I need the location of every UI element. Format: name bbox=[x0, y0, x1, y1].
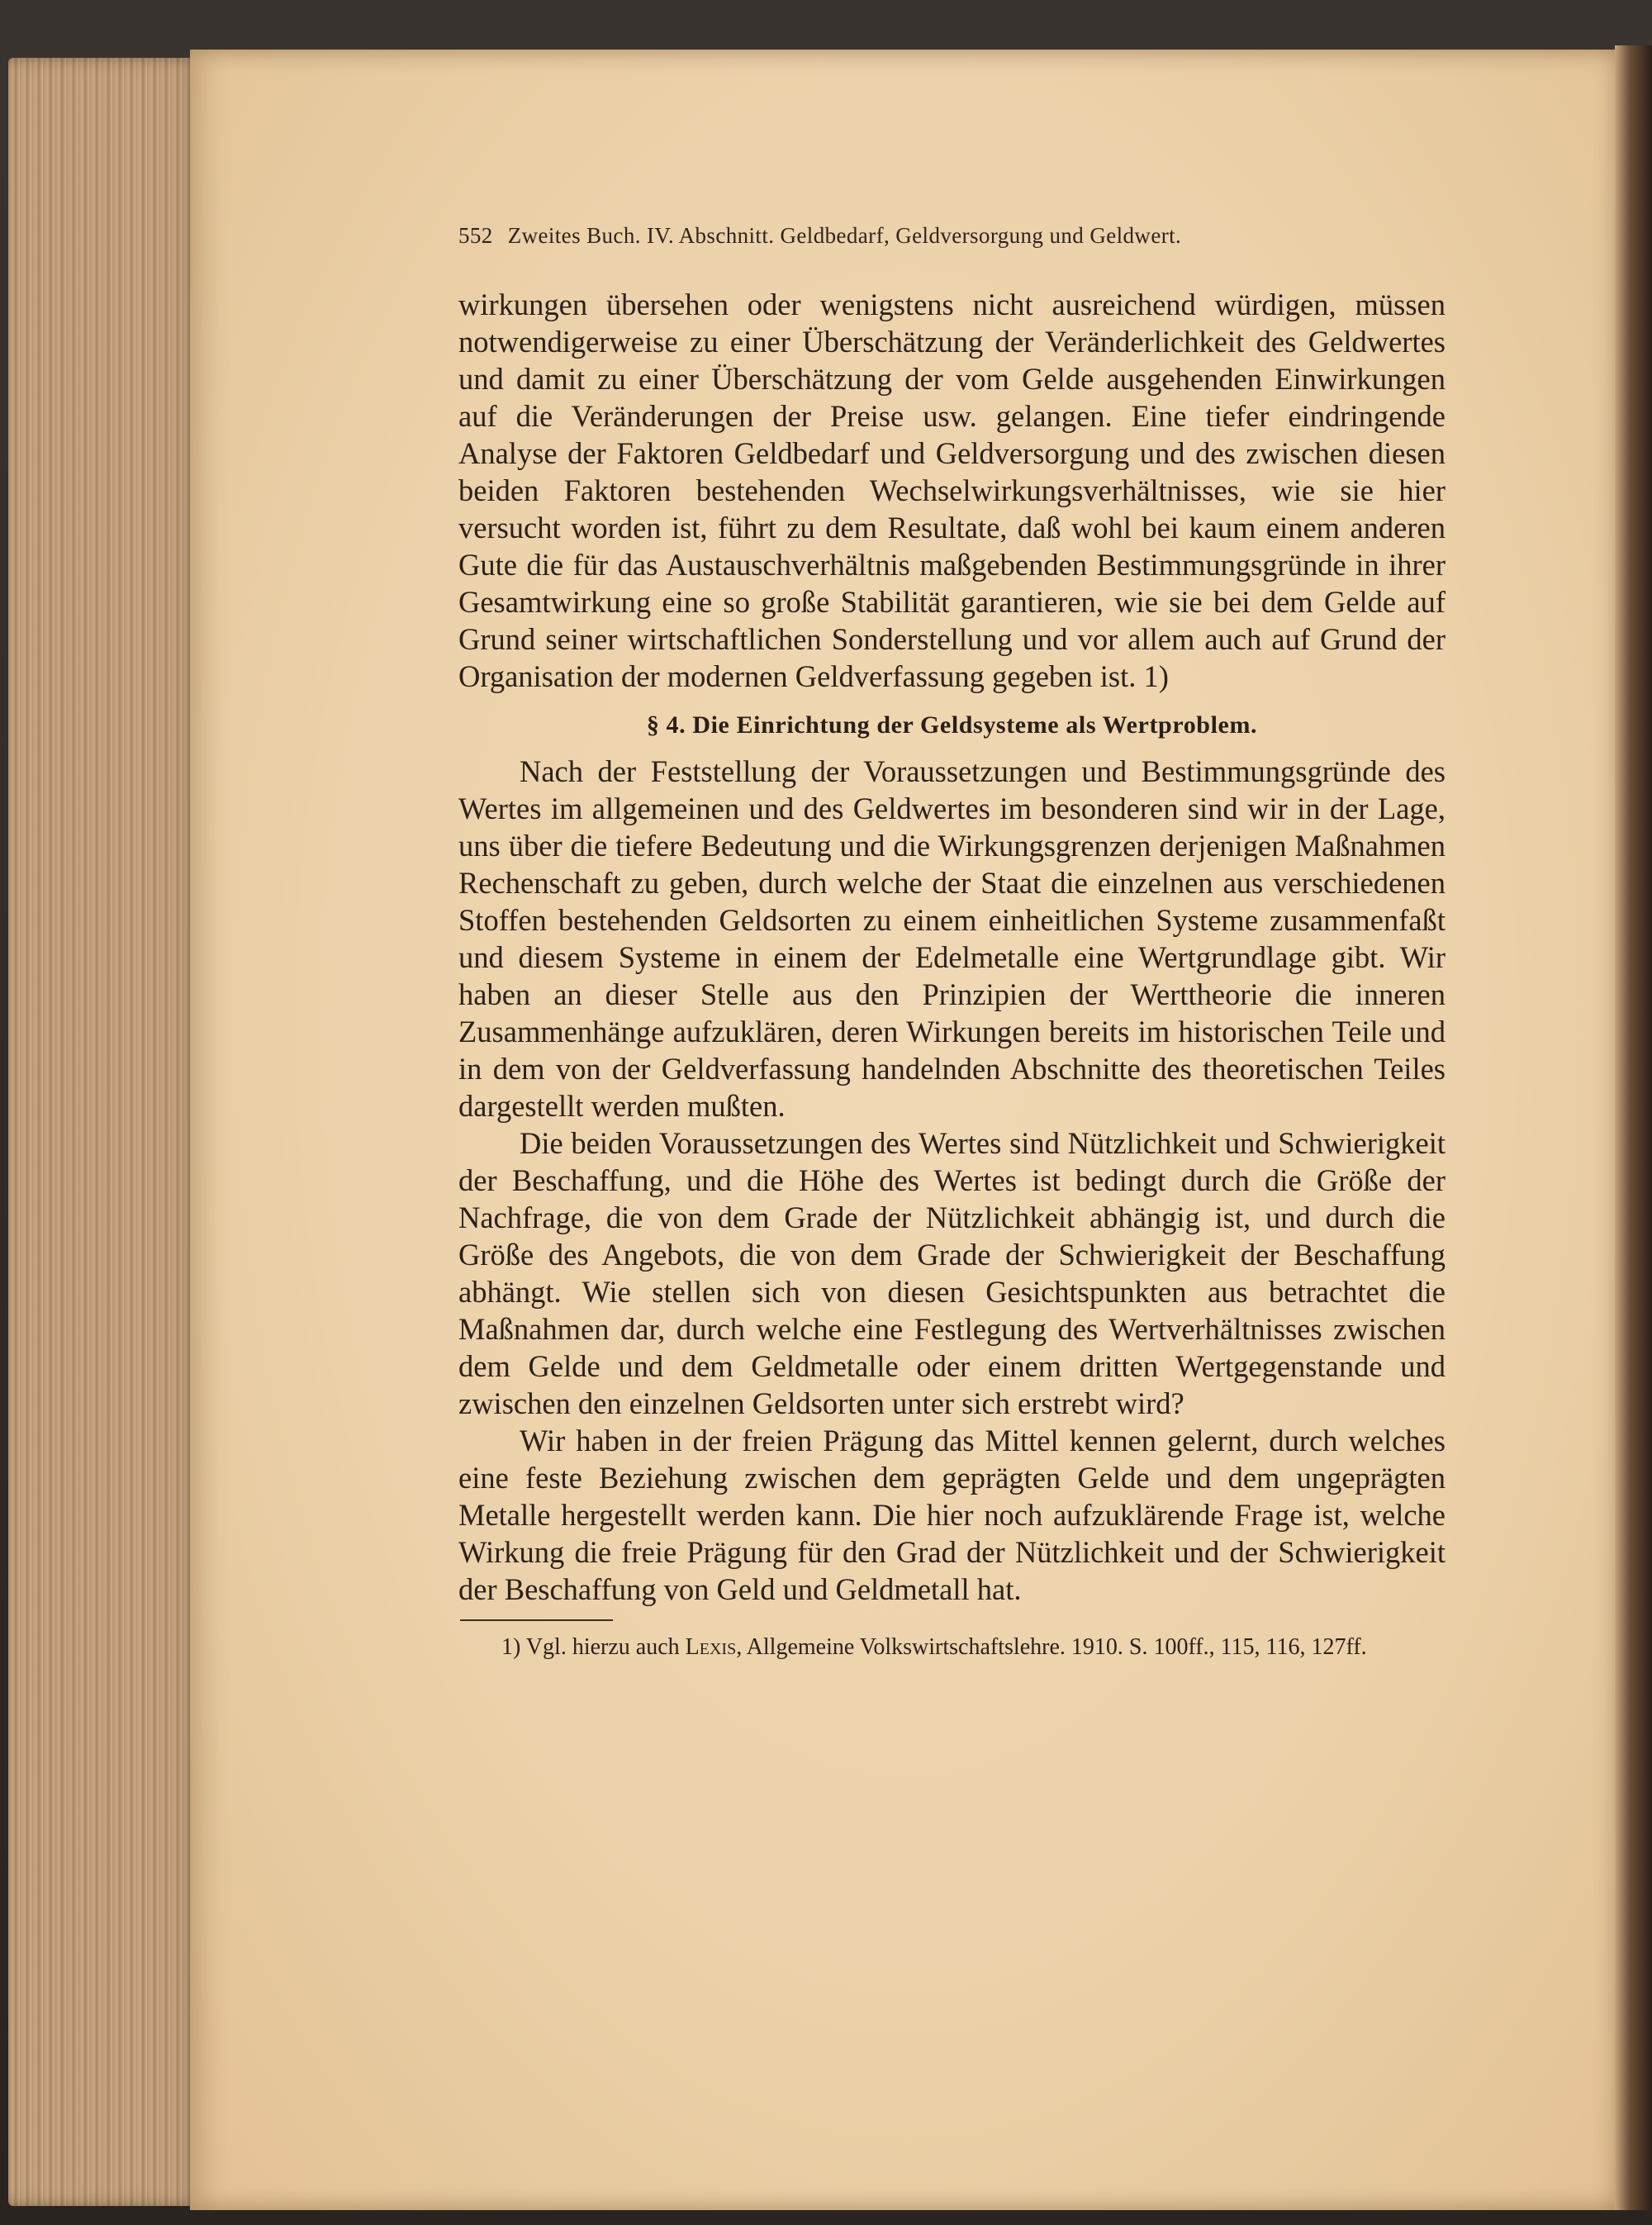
page-number: 552 bbox=[458, 223, 493, 248]
running-head bbox=[458, 223, 1446, 256]
paragraph-2: Nach der Feststellung der Voraussetzungen und Bestimmungsgründe des Wertes im allgemeinen und des Geldwertes im besonderen sind wir in der Lage, uns über die tiefere Bedeutung und die Wirkungsgrenzen derjenigen Maßnahmen Rechenschaft zu geben, durch welche der Staat die einzelnen aus verschiedenen Stoffen bestehenden Geldsorten zu einem einheitlichen Systeme zusammenfaßt und diesem Systeme in einem der Edelmetalle eine Wertgrundlage gibt. Wir haben an dieser Stelle aus den Prinzipien der Werttheorie die inneren Zusammenhänge aufzuklären, deren Wirkungen bereits im historischen Teile und in dem von der Geldverfassung handelnden Abschnitte des theoretischen Teiles dargestellt werden mußten. bbox=[458, 754, 1446, 1123]
footnote-author: Lexis bbox=[685, 1634, 737, 1660]
page-edges bbox=[8, 58, 198, 2206]
running-title: Zweites Buch. IV. Abschnitt. Geldbedarf, Geldversorgung und Geldwert. bbox=[507, 223, 1182, 248]
page-content bbox=[458, 223, 1446, 1664]
footnote bbox=[458, 1631, 1446, 1664]
paragraph-4: Wir haben in der freien Prägung das Mittel kennen gelernt, durch welches eine feste Beziehung zwischen dem geprägten Gelde und dem ungeprägten Metalle hergestellt werden kann. Die hier noch aufzuklärende Frage ist, welche Wirkung die freie Prägung für den Grad der Nützlichkeit und der Schwierigkeit der Beschaffung von Geld und Geldmetall hat. bbox=[458, 1424, 1446, 1606]
footnote-marker: 1) bbox=[501, 1634, 521, 1660]
paragraph-1-text: wirkungen übersehen oder wenigstens nicht ausreichend würdigen, müssen notwendigerweise zu einer Überschätzung der Veränderlichkeit des Geldwertes und damit zu einer Überschätzung der vom Gelde ausgehenden Einwirkungen auf die Veränderungen der Preise usw. gelangen. Eine tiefer eindringende Analyse der Faktoren Geldbedarf und Geldversorgung und des zwischen diesen beiden Faktoren bestehenden Wechselwirkungsverhältnisses, wie sie hier versucht worden ist, führt zu dem Resultate, daß wohl bei kaum einem anderen Gute die für das Austauschverhältnis maßgebenden Bestimmungsgründe in ihrer Gesamtwirkung eine so große Stabilität garantieren, wie sie bei dem Gelde auf Grund seiner wirtschaftlichen Sonderstellung und vor allem auch auf Grund der Organisation der modernen Geldverfassung gegeben ist. bbox=[458, 288, 1446, 693]
paragraph-1 bbox=[458, 286, 1446, 695]
footnote-reference: 1) bbox=[1143, 659, 1169, 693]
footnote-text-before: Vgl. hierzu auch bbox=[525, 1634, 680, 1660]
binding-edge bbox=[1615, 45, 1652, 2210]
footnote-divider bbox=[460, 1619, 613, 1621]
section-heading: § 4. Die Einrichtung der Geldsysteme als Wertproblem. bbox=[646, 711, 1258, 739]
paragraph-3: Die beiden Voraussetzungen des Wertes sind Nützlichkeit und Schwierigkeit der Beschaffung, und die Höhe des Wertes ist bedingt durch die Größe der Nachfrage, die von dem Grade der Nützlichkeit abhängig ist, und durch die Größe des Angebots, die von dem Grade der Schwierigkeit der Beschaffung abhängt. Wie stellen sich von diesen Gesichtspunkten aus betrachtet die Maßnahmen dar, durch welche eine Festlegung des Wertverhältnisses zwischen dem Gelde und dem Geldmetalle oder einem dritten Wertgegenstande und zwischen den einzelnen Geldsorten unter sich erstrebt wird? bbox=[458, 1126, 1446, 1420]
footnote-text-after: , Allgemeine Volkswirtschaftslehre. 1910. S. 100ff., 115, 116, 127ff. bbox=[736, 1634, 1367, 1660]
